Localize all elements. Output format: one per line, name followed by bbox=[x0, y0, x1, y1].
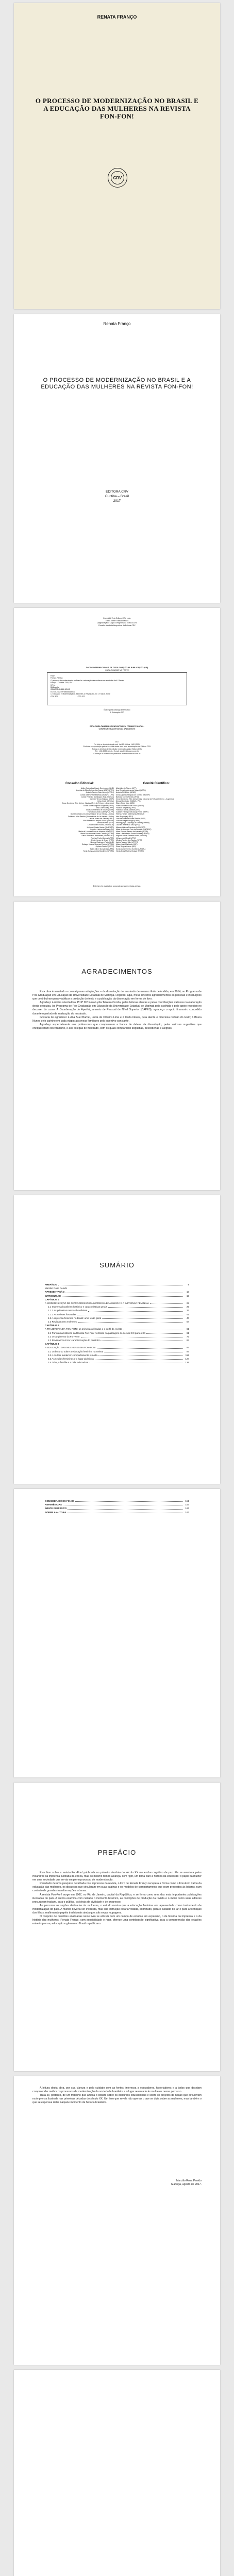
conselho-member: Sérgio Nunes de Jesus (IFRO) bbox=[90, 839, 114, 841]
comite-member: Maria Eurácia Barreto de Andrade (UFRB) bbox=[116, 831, 148, 833]
preface-body-continued bbox=[32, 2087, 202, 2105]
ficha-line: O processo de modernização no Brasil e a educação das mulheres na revista fon-fon! / Renata bbox=[51, 679, 124, 682]
toc-leader-dots bbox=[98, 1355, 183, 1356]
toc-entry-page: 61 bbox=[186, 1331, 189, 1334]
toc-leader-dots bbox=[102, 1318, 183, 1319]
toc-entry-page: 9 bbox=[188, 1283, 189, 1286]
paragraph: Este livro sobre a revista Fon-Fon! publicada no primeiro decênio do século XX me enche cognitivo de paz. Ele se aventura pelos meandros da imprensa ilustrada da época, mas ao mesmo tempo alcança, com rigor, um tema caro à história da educação: o papel da mulher em uma sociedade que se via em pleno processo de modernização. bbox=[32, 1871, 202, 1882]
title-page-title: O PROCESSO DE MODERNIZAÇÃO NO BRASIL E A EDUCAÇÃO DAS MULHERES NA REVISTA FON-FON! bbox=[41, 377, 193, 390]
paragraph: A leitura desta obra, por sua clareza e pelo cuidado com as fontes, interessa a educadores, historiadores e a todos que desejam compreender melhor os processos de modernização da sociedade brasileira e o lugar reservado às mulheres nesse percurso. bbox=[32, 2087, 202, 2094]
conselho-member: Maria de Lourdes Pinto de Almeida (UNOESC) bbox=[78, 831, 114, 833]
comite-member: Barbara Coelho Neves (UFBA) bbox=[116, 795, 140, 798]
conselho-member: Jailson Alves dos Santos (UFRJ) bbox=[89, 817, 114, 820]
rights-line: Proibida a reprodução parcial ou total desta obra sem autorização da Editora CRV bbox=[83, 745, 151, 748]
toc-entry-title: Marcilio Rosa Penido bbox=[45, 1287, 68, 1290]
rights-block bbox=[35, 741, 199, 755]
comite-member: Kilwangy Kya Kapitango-a-Samba (Unemat) bbox=[116, 822, 149, 824]
blank-page bbox=[14, 2370, 220, 2576]
peer-review-note: Este livro foi avaliado e aprovado por pareceristas ad hoc. bbox=[93, 885, 141, 887]
comite-member: Najela Tavares Ujiie (UTFPR) bbox=[116, 841, 139, 844]
signature-place: Maringá, agosto de 2017. bbox=[171, 2182, 202, 2186]
comite-member: José de Ribamar Sousa Pereira (UCB) bbox=[116, 817, 145, 820]
conselho-member: Francisco Carlos Duarte (PUC-PR) bbox=[87, 811, 114, 814]
acknowledgements-title: AGRADECIMENTOS bbox=[81, 968, 153, 975]
toc-entry-title: CAPÍTULO 2 bbox=[45, 1324, 59, 1327]
conselho-member: Rodrigo Pratte-Santos (UFES) bbox=[91, 837, 114, 839]
comite-member: Mohammed Elhajji (UFRJ) bbox=[116, 837, 136, 839]
index-note bbox=[35, 709, 199, 714]
comite-member: Maria de Lourdes Pinto de Almeida (UNOESC) bbox=[116, 828, 152, 831]
toc-entry-title: 2.3 Revista Fon-Fon!: caracterização do periódico bbox=[48, 1339, 101, 1342]
comite-member: Lourdes Helena da Silva (UFV) bbox=[116, 824, 140, 826]
toc-entry bbox=[45, 1506, 189, 1510]
toc-entry bbox=[45, 1320, 189, 1324]
toc-entry-page: 54 bbox=[186, 1320, 189, 1324]
toc-leader-dots bbox=[150, 1303, 183, 1304]
conselho-member: Guillermo Arias Beatón (Universidade de La Havana – Cuba) bbox=[68, 815, 114, 818]
comite-member: Míghian Danae Ferreira Nunes (UNILAB) bbox=[116, 835, 147, 837]
toc-entry-page: 83 bbox=[186, 1339, 189, 1342]
index-item-text: 1. Educação 370 bbox=[110, 711, 124, 714]
conselho-member: Celso Conti (UFSCar) bbox=[97, 800, 114, 803]
toc-entry-page: 41 bbox=[186, 1313, 189, 1316]
comite-member: Marcos Vinicius Francisco (UNOESTE) bbox=[116, 826, 146, 828]
toc-leader-dots bbox=[146, 1333, 183, 1334]
comite-member: Francisco Ari de Andrade (UFC) bbox=[116, 809, 140, 811]
paragraph: Resultado de uma pesquisa detalhada nos impressos da revista, o livro de Renata Franço recupera a forma como a Fon-Fon! tratou da educação das mulheres, os discursos que circularam em suas páginas e os modelos de comportamento que eram propostos às leitoras, num contexto de grandes transformações urbanas. bbox=[32, 1882, 202, 1893]
toc-entry-page: 61 bbox=[186, 1328, 189, 1331]
toc-entry bbox=[45, 1342, 189, 1346]
toc-entry-title: ÍNDICE REMISSIVO bbox=[45, 1507, 67, 1510]
digital-notice bbox=[35, 725, 199, 730]
paragraph: Gostaria de agradecer à Ana Suel Barbel, Lucia de Oliveira Lima e à Carla Neves, pela atenta e criteriosa revisão do texto; à Bruna Nunes pelo carinho em cada etapa; aos meus familiares pelo incentivo constante. bbox=[32, 1015, 202, 1023]
copyright-line: Editor-chefe: Railson Moura bbox=[105, 619, 129, 622]
toc-entry-page: 13 bbox=[186, 1291, 189, 1294]
conselho-member: Andréia da Silva Quintanilha Sousa (UNIR/UFRN) bbox=[76, 789, 114, 792]
comite-cientifico-heading: Comitê Científico: bbox=[143, 782, 170, 785]
rights-year: 2017 bbox=[115, 741, 119, 743]
toc-entry bbox=[45, 1298, 189, 1301]
rights-line: Conheça os nossos lançamentos: www.editoracrv.com.br bbox=[93, 752, 141, 755]
conselho-member: Carlos Federico Dominguez Avila (Unieuro) bbox=[81, 795, 114, 798]
copyright-line: Diagramação e Capa: Designers da Editora CRV bbox=[96, 622, 138, 624]
ficha-line: Franço – Curitiba: CRV, 2017. bbox=[51, 682, 74, 684]
conselho-member: Paulo Romualdo Hernandes (UNIFAL-MG) bbox=[81, 835, 114, 837]
conselho-member: Cesar Gerónimo Tello (Univer. Nacional Três de Febrero – Argentina) bbox=[62, 802, 114, 805]
comite-member: Eliane Rose Maio (UEM) bbox=[116, 802, 135, 805]
paragraph: Trata-se, portanto, de um trabalho que amplia o debate sobre os discursos educacionais e sobre os projetos de nação que circulavam na imprensa ilustrada nas primeiras décadas do século XX. Um livro que revela não apenas o que se dizia sobre as mulheres, mas também o que se esperava delas naquele momento da história brasileira. bbox=[32, 2094, 202, 2105]
toc-entry bbox=[45, 1309, 189, 1312]
toc-entry-page: 97 bbox=[186, 1346, 189, 1349]
toc-entry-page: 167 bbox=[185, 1511, 189, 1514]
rights-line: Foi feito o depósito legal conf. Lei 10.994 de 14/12/2004 bbox=[94, 743, 140, 745]
toc-entry-title: A MODERNIZAÇÃO DE O PROGRESSO DA IMPRENSA BRASILEIRA E A IMPRENSA FEMININA bbox=[45, 1302, 149, 1305]
conselho-member: Lourdes Helena da Silva (UFV) bbox=[90, 828, 114, 831]
toc-entry-page: 25 bbox=[186, 1306, 189, 1309]
toc-leader-dots bbox=[88, 1311, 183, 1312]
toc-entry-page: 151 bbox=[185, 1500, 189, 1502]
preface-page bbox=[14, 1783, 220, 2071]
ficha-line: ISBN 978-85-444-1894-2 bbox=[51, 688, 70, 691]
toc-entry-page: 37 bbox=[186, 1309, 189, 1312]
toc-leader-dots bbox=[108, 1307, 183, 1308]
preface-title: PREFÁCIO bbox=[97, 1849, 137, 1856]
conselho-member: Carmen Tereza Velanga (UNIR) bbox=[90, 798, 114, 801]
toc-entry bbox=[45, 1313, 189, 1316]
crv-logo-icon bbox=[108, 168, 127, 188]
toc-entry bbox=[45, 1331, 189, 1335]
comite-member: Sonia Maria Ferreira Koehler (UNISAL) bbox=[116, 848, 146, 850]
toc-continued-page bbox=[14, 1489, 220, 1777]
toc-leader-dots bbox=[78, 1322, 183, 1323]
rights-line: Tel.: (41) 3039-6418 – E-mail: sac@editoracrv.com.br bbox=[95, 750, 139, 753]
toc-entry-title: 1.1.1 As primeiras revistas brasileiras bbox=[48, 1309, 88, 1312]
ficha-line: 1. Educação 2. Modernização 3. Mulheres 4. Revista fon-fon I. Título II. Série bbox=[51, 693, 110, 696]
toc-entry-title: PREFÁCIO bbox=[45, 1283, 57, 1286]
toc-entry-title: 1.2 A imprensa feminina no Brasil: uma visão geral bbox=[48, 1316, 102, 1319]
rights-line: Todos os direitos desta edição reservados pela: Editora CRV bbox=[92, 748, 142, 750]
conselho-member: Elizeu Clementino de Souza (UNEB) bbox=[86, 809, 114, 811]
toc-entry bbox=[45, 1335, 189, 1338]
toc-page bbox=[14, 1195, 220, 1484]
title-page-author: Renata Franço bbox=[103, 321, 131, 326]
toc-entry bbox=[45, 1327, 189, 1331]
paragraph: O conjunto de questões analisadas neste livro se articula com um campo de estudos em expansão, o da história da imprensa e o da história das mulheres. Renata Franço, com sensibilidade e rigor, oferece uma contribuição significativa para a compreensão das relações entre imprensa, educação e gênero no Brasil republicano. bbox=[32, 1915, 202, 1926]
conselho-member: Tania Suely Azevedo Brasileiro (UFOPA) bbox=[83, 850, 114, 852]
comite-member: Jussara Fraga Portugal (UNEB) bbox=[116, 820, 140, 822]
preface-continued-page bbox=[14, 2076, 220, 2365]
cover-title: O PROCESSO DE MODERNIZAÇÃO NO BRASIL E A EDUCAÇÃO DAS MULHERES NA REVISTA FON-FON! bbox=[35, 97, 199, 120]
toc-entry-title: SOBRE A AUTORA bbox=[45, 1511, 66, 1514]
ficha-line: F832 bbox=[51, 675, 55, 677]
toc-entry-title: 3.1 O discurso sobre a educação feminina na revista bbox=[48, 1350, 104, 1353]
cip-sub-text: CATALOGAÇÃO NA FONTE bbox=[105, 669, 129, 671]
preface-signature bbox=[171, 2179, 202, 2186]
toc-entry-title: A EDUCAÇÃO DAS MULHERES NA FON-FON! bbox=[45, 1346, 96, 1349]
comite-member: Silvia Regina Canan (URI) bbox=[116, 845, 136, 848]
ficha-line: Franço, Renata bbox=[51, 677, 63, 680]
toc-entry-title: 1.1 Imprensa brasileira: histórico e características gerais bbox=[48, 1306, 107, 1309]
publisher-year: 2017 bbox=[113, 499, 121, 503]
toc-entry bbox=[45, 1290, 189, 1294]
comite-member: Andréia N. Militão (UEMS) bbox=[116, 791, 136, 794]
toc-entry-title: INTRODUÇÃO bbox=[45, 1294, 61, 1297]
signature-name: Marcilio Rosa Penido bbox=[176, 2179, 202, 2182]
paragraph: Agradeço à minha orientadora, Profª Drª Rosa Lydia Teixeira Corrêa, pelas leituras atentas e pelas contribuições valiosas na elaboração desta pesquisa. Ao Programa de Pós-Graduação em Educação da Universidade Estadual de Maringá pela acolhida e pelo apoio recebido no decorrer do curso. À Coordenação de Aperfeiçoamento de Pessoal de Nível Superior (CAPES), agradeço o apoio financeiro concedido durante o período de realização do mestrado. bbox=[32, 1001, 202, 1015]
title-page bbox=[14, 314, 220, 603]
toc-entry bbox=[45, 1316, 189, 1320]
toc-list-continued bbox=[45, 1499, 189, 1514]
crv-logo-label: CRV bbox=[111, 171, 124, 184]
toc-leader-dots bbox=[95, 1359, 183, 1360]
comite-member: Vânia Alves Martins Chaigar (FURG) bbox=[116, 850, 144, 852]
toc-entry-title: 2.2 O surgimento da Fon-Fon! bbox=[48, 1335, 80, 1338]
toc-entry-page: 157 bbox=[185, 1503, 189, 1506]
toc-entry bbox=[45, 1357, 189, 1361]
toc-entry-title: 1.3 Revistas para mulheres bbox=[48, 1320, 77, 1324]
catalog-card bbox=[47, 672, 187, 705]
toc-entry bbox=[45, 1350, 189, 1353]
toc-entry bbox=[45, 1353, 189, 1357]
comite-member: Nilson José Machado (USP) bbox=[116, 843, 138, 846]
comite-member: Anna Augusta Sampaio de Oliveira (UNESP) bbox=[116, 793, 150, 796]
toc-entry bbox=[45, 1324, 189, 1327]
conselho-member: Maria Lília Imbiriba Sousa Colares (UFOPA) bbox=[80, 833, 114, 835]
toc-leader-dots bbox=[75, 1501, 183, 1502]
toc-entry-title: 3.2 A mulher moderna: comportamento e moda bbox=[48, 1353, 98, 1357]
editorial-board bbox=[48, 782, 187, 852]
acknowledgements-page bbox=[14, 902, 220, 1190]
toc-entry-title: 2.1 Panorama histórico da Revista Fon-Fon! no Brasil na passagem do século XIX para o XX bbox=[48, 1331, 146, 1334]
ficha-line: Bibliografia bbox=[51, 686, 59, 689]
toc-entry-title: CONSIDERAÇÕES FINAIS bbox=[45, 1500, 74, 1502]
digital-notice-line: ESTA OBRA TAMBÉM SE ENCONTRA EM FORMATO DIGITAL. bbox=[90, 725, 144, 727]
toc-entry bbox=[45, 1338, 189, 1342]
digital-notice-line: CONHEÇA E BAIXE NOSSO APLICATIVO! bbox=[98, 727, 136, 730]
toc-entry-title: CAPÍTULO 3 bbox=[45, 1343, 59, 1346]
copyright-credits bbox=[35, 617, 199, 626]
ficha-line: 170 p. bbox=[51, 684, 56, 686]
editorial-board-rows bbox=[48, 787, 187, 852]
toc-entry-page: 47 bbox=[186, 1316, 189, 1319]
ficha-line: CDU 37.0 CDD 370 bbox=[51, 695, 85, 698]
preface-body bbox=[32, 1871, 202, 1926]
cover-author: RENATA FRANÇO bbox=[97, 14, 137, 20]
toc-title: SUMÁRIO bbox=[99, 1261, 135, 1269]
toc-entry bbox=[45, 1503, 189, 1506]
editorial-board-header bbox=[48, 782, 187, 785]
comite-member: Fauston Negreiros (UFPI) bbox=[116, 806, 136, 809]
copyright-line: Revisão: Analista Linguística da Editora CRV bbox=[98, 624, 136, 626]
toc-entry bbox=[45, 1286, 189, 1290]
toc-entry bbox=[45, 1294, 189, 1298]
toc-entry-page: 72 bbox=[186, 1335, 189, 1338]
conselho-member: Antônio Pereira Gaio Júnior (UFRRJ) bbox=[86, 791, 114, 794]
conselho-member: Aldira Guimarães Duarte Domínguez (UNB) bbox=[80, 787, 114, 789]
conselho-member: Élsio José Corá (UFFS) bbox=[96, 806, 114, 809]
toc-leader-dots bbox=[62, 1296, 183, 1297]
cover-page bbox=[14, 3, 220, 309]
comite-member: Elizeu Clementino de Souza (UNEB) bbox=[116, 804, 144, 807]
comite-member: Ana Chrystina Venancio Mignot (UERJ) bbox=[116, 789, 146, 792]
copyright-page bbox=[14, 608, 220, 896]
conselho-member: João Adalberto Campato Junior (UNESP) bbox=[82, 820, 114, 822]
comite-member: Altair Alberto Fávero (UPF) bbox=[116, 787, 137, 789]
toc-entry-page: 136 bbox=[185, 1361, 189, 1364]
toc-entry-title: APRESENTAÇÃO bbox=[45, 1291, 65, 1294]
toc-entry-title: CAPÍTULO 1 bbox=[45, 1298, 59, 1301]
conselho-member: Gloria Fariñas León (Universidade de La Havana – Cuba) bbox=[70, 813, 114, 816]
toc-list bbox=[45, 1283, 189, 1364]
index-note-text: Índice para catálogo sistemático bbox=[104, 709, 130, 711]
conselho-member: Sydione Santos (UEPG) bbox=[95, 845, 114, 848]
paragraph: Esta obra é resultado – com algumas adaptações – da dissertação de mestrado de mesmo título defendida, em 2014, no Programa de Pós-Graduação em Educação da Universidade Estadual de Maringá. Registro, aqui, meus sinceros agradecimentos às pessoas e instituições que contribuíram para viabilizar a produção do texto e a publicação da dissertação em forma de livro. bbox=[32, 990, 202, 1001]
conselho-member: Leonel Severo Rocha (UNISINOS) bbox=[88, 824, 114, 826]
paragraph: Ao percorrer as seções dedicadas às mulheres, o estudo mostra que a educação feminina era apresentada como instrumento de modernização do país. A mulher deveria ser instruída, mas sua instrução estaria voltada, sobretudo, para o cuidado do lar e para a formação dos filhos, reafirmando papéis tradicionais ainda que sob novas roupagens. bbox=[32, 1904, 202, 1915]
toc-entry-title: REFERÊNCIAS bbox=[45, 1503, 62, 1506]
toc-entry-page: 15 bbox=[186, 1294, 189, 1297]
conselho-editorial-heading: Conselho Editorial: bbox=[65, 782, 94, 785]
copyright-line: Copyright © da Editora CRV Ltda. bbox=[103, 617, 131, 619]
conselho-member: Elione Maria Nogueira Diogenes (UFAL) bbox=[83, 804, 114, 807]
conselho-member: Lídia de Oliveira Xavier (UNIEURO) bbox=[87, 826, 114, 828]
conselho-member: Josania Portela (UFPI) bbox=[96, 822, 114, 824]
comite-member: Cesar Gerónimo Tello (Universidad Nacional de Três de Febrero – Argentina) bbox=[116, 798, 174, 801]
publisher-name: EDITORA CRV bbox=[106, 490, 128, 494]
ficha-line: DOI 10.24824/978854441894.2 bbox=[51, 690, 75, 693]
comite-member: Mônica Pereira dos Santos (UFRJ) bbox=[116, 839, 143, 841]
conselho-member: Tadeu Oliver Gonçalves (UFPA) bbox=[90, 848, 114, 850]
editorial-board-row bbox=[48, 850, 187, 852]
cip-header bbox=[35, 667, 199, 671]
toc-entry-title: 3.4 O lar, a família e a mãe educadora bbox=[48, 1361, 89, 1364]
acknowledgements-body bbox=[32, 990, 202, 1030]
paragraph: A revista Fon-Fon! surge em 1907, no Rio de Janeiro, capital da República, e se firma como uma das mais importantes publicações ilustradas do país. A autora examina com cuidado o momento histórico, as condições de produção da revista e o modo como seus editores procuravam traduzir, para o público, os ideais de civilidade e de progresso. bbox=[32, 1893, 202, 1904]
toc-entry-title: 3.3 As seções femininas e o lugar da leitora bbox=[48, 1358, 94, 1361]
conselho-member: Simone Rodrigues Pinto (UNB) bbox=[90, 841, 114, 844]
toc-entry-page: 163 bbox=[185, 1507, 189, 1510]
paragraph: Agradeço especialmente aos professores que compuseram a banca de defesa da dissertação, pelas valiosas sugestões que enriqueceram este trabalho, e aos colegas de mestrado, com os quais compartilhei angústias, descobertas e alegrias. bbox=[32, 1023, 202, 1030]
toc-leader-dots bbox=[97, 1348, 183, 1349]
toc-entry-page: 97 bbox=[186, 1350, 189, 1353]
conselho-member: Solange Helena Ximenes-Rocha (UFOPA) bbox=[81, 843, 114, 846]
comite-member: Maria Lília Imbiriba Sousa Colares (UFOPA) bbox=[116, 833, 149, 835]
conselho-member: Carlos Alberto Vilar Estêvão (UMINHO – PT) bbox=[80, 793, 114, 796]
cip-header-text: DADOS INTERNACIONAIS DE CATALOGAÇÃO NA PUBLICAÇÃO (CIP) bbox=[86, 667, 148, 669]
comite-member: Gustavo Henrique de Araújo Freire (UFPE) bbox=[116, 811, 148, 814]
toc-entry-page: 124 bbox=[185, 1358, 189, 1361]
toc-entry-page: 112 bbox=[185, 1353, 189, 1357]
toc-entry-page: 25 bbox=[186, 1302, 189, 1305]
comite-member: Diosnel Centurion (UNIDA – PY) bbox=[116, 800, 141, 803]
publisher-city: Curitiba – Brasil bbox=[105, 495, 129, 498]
toc-entry bbox=[45, 1301, 189, 1305]
toc-entry bbox=[45, 1499, 189, 1503]
toc-entry bbox=[45, 1361, 189, 1364]
title-page-publisher-block bbox=[14, 489, 220, 503]
toc-entry bbox=[45, 1511, 189, 1514]
toc-entry bbox=[45, 1283, 189, 1286]
toc-entry bbox=[45, 1346, 189, 1349]
comite-member: Helena Harumi Maltempi (UNESPAR) bbox=[116, 813, 145, 816]
toc-entry-title: A TRAJETÓRIA DA FON-FON!: as primeiras décadas e o perfil da revista bbox=[45, 1328, 122, 1331]
toc-entry bbox=[45, 1305, 189, 1309]
comite-member: Inês Bragança (UERJ) bbox=[116, 815, 133, 818]
toc-entry-title: 1.1.2 As revistas ilustradas bbox=[48, 1313, 76, 1316]
toc-leader-dots bbox=[68, 1509, 183, 1510]
